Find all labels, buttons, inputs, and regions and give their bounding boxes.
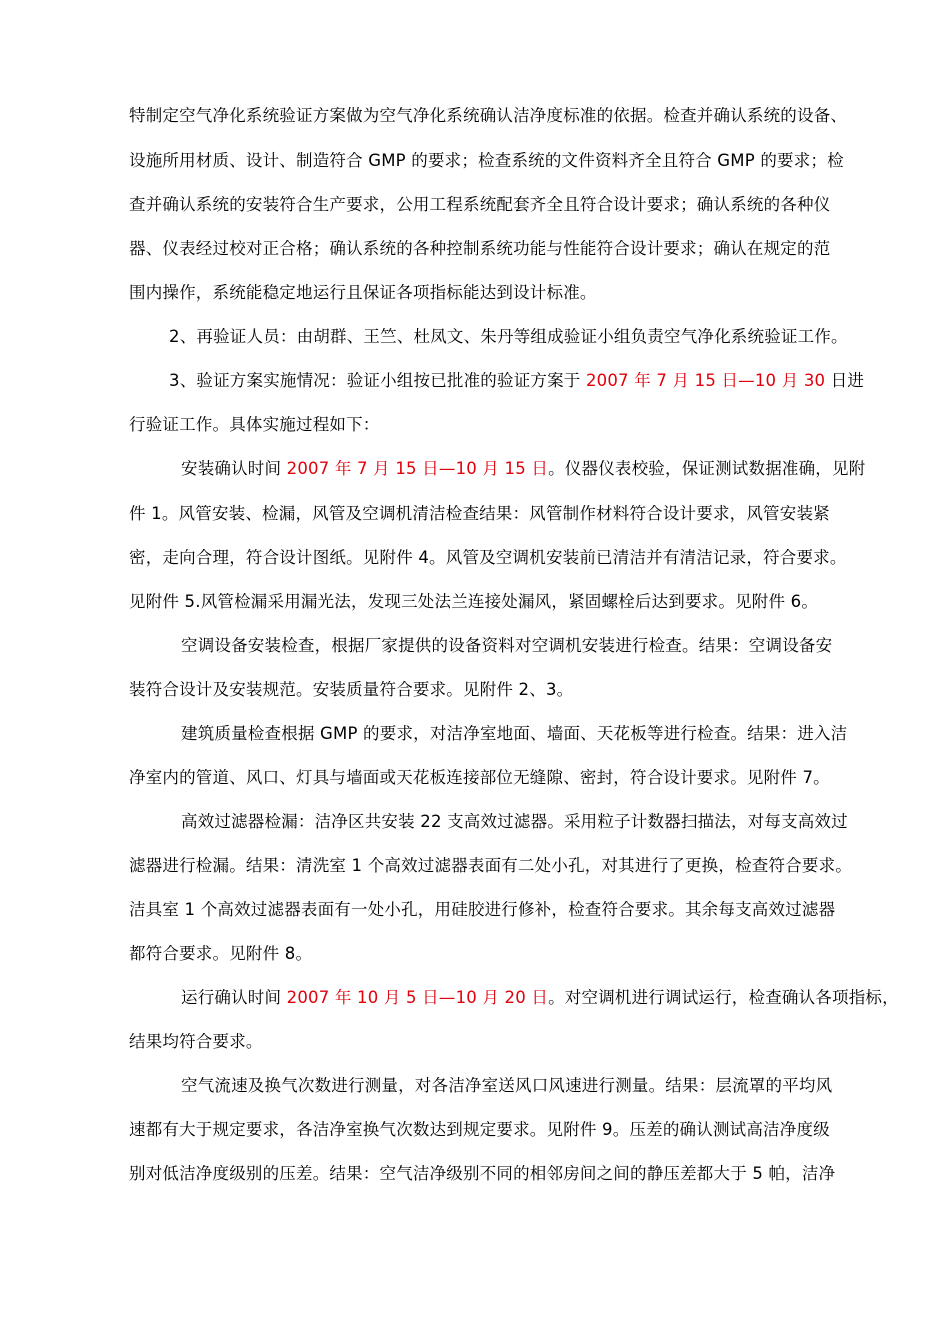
text-line <box>129 678 573 702</box>
text-line <box>181 457 865 481</box>
text-line <box>129 766 830 790</box>
text-run: 。对空调机进行调试运行，检查确认各项指标， <box>548 988 899 1007</box>
text-line <box>129 149 844 173</box>
text-line <box>129 502 830 526</box>
text-line <box>181 634 832 658</box>
text-run: 都符合要求。见附件 8。 <box>129 944 313 963</box>
text-run: 空调设备安装检查，根据厂家提供的设备资料对空调机安装进行检查。结果：空调设备安 <box>181 636 833 655</box>
text-run: 器、仪表经过校对正合格；确认系统的各种控制系统功能与性能符合设计要求；确认在规定的范 <box>129 239 831 258</box>
text-line <box>129 1030 263 1054</box>
text-line <box>181 810 848 834</box>
text-run: 建筑质量检查根据 GMP 的要求，对洁净室地面、墙面、天花板等进行检查。结果：进入洁 <box>181 724 848 743</box>
text-line <box>129 413 380 437</box>
text-run: 净室内的管道、风口、灯具与墙面或天花板连接部位无缝隙、密封，符合设计要求。见附件 7。 <box>129 768 830 787</box>
text-run: 高效过滤器检漏：洁净区共安装 22 支高效过滤器。采用粒子计数器扫描法，对每支高效过 <box>181 812 848 831</box>
text-run: 2、再验证人员：由胡群、王竺、杜凤文、朱丹等组成验证小组负责空气净化系统验证工作。 <box>169 327 848 346</box>
text-run: 日进 <box>825 371 865 390</box>
text-run: 结果均符合要求。 <box>129 1032 263 1051</box>
text-run: 速都有大于规定要求，各洁净室换气次数达到规定要求。见附件 9。压差的确认测试高洁净度级 <box>129 1120 830 1139</box>
text-run: 见附件 5.风管检漏采用漏光法，发现三处法兰连接处漏风，紧固螺栓后达到要求。见附件 6。 <box>129 592 819 611</box>
text-line <box>181 1074 832 1098</box>
text-run: 围内操作，系统能稳定地运行且保证各项指标能达到设计标准。 <box>129 283 597 302</box>
text-run: 设施所用材质、设计、制造符合 GMP 的要求；检查系统的文件资料齐全且符合 GMP 的要求；检 <box>129 151 844 170</box>
text-line <box>129 590 818 614</box>
text-run: 密，走向合理，符合设计图纸。见附件 4。风管及空调机安装前已清洁并有清洁记录，符合要求。 <box>129 548 847 567</box>
text-line <box>129 546 847 570</box>
text-run: 滤器进行检漏。结果：清洗室 1 个高效过滤器表面有二处小孔，对其进行了更换，检查符合要求。 <box>129 856 852 875</box>
text-line <box>129 281 597 305</box>
text-run: 查并确认系统的安装符合生产要求，公用工程系统配套齐全且符合设计要求；确认系统的各种仪 <box>129 195 831 214</box>
text-line <box>129 898 835 922</box>
text-line <box>129 104 847 128</box>
text-line <box>129 854 852 878</box>
text-run: 件 1。风管安装、检漏，风管及空调机清洁检查结果：风管制作材料符合设计要求，风管安装紧 <box>129 504 830 523</box>
text-run: 行验证工作。具体实施过程如下： <box>129 415 380 434</box>
highlighted-date: 2007 年 10 月 5 日—10 月 20 日 <box>286 988 549 1007</box>
highlighted-date: 2007 年 7 月 15 日—10 月 30 <box>585 371 826 390</box>
text-run: 。仪器仪表校验，保证测试数据准确，见附 <box>548 459 866 478</box>
text-line <box>129 237 830 261</box>
highlighted-date: 2007 年 7 月 15 日—10 月 15 日 <box>286 459 549 478</box>
text-line <box>129 1162 835 1186</box>
text-run: 装符合设计及安装规范。安装质量符合要求。见附件 2、3。 <box>129 680 574 699</box>
text-run: 3、验证方案实施情况：验证小组按已批准的验证方案于 <box>169 371 586 390</box>
text-run: 运行确认时间 <box>181 988 287 1007</box>
text-line <box>169 325 848 349</box>
text-line <box>181 722 847 746</box>
text-line <box>181 986 899 1010</box>
text-run: 空气流速及换气次数进行测量，对各洁净室送风口风速进行测量。结果：层流罩的平均风 <box>181 1076 833 1095</box>
text-line <box>129 193 830 217</box>
text-line <box>129 1118 830 1142</box>
text-run: 特制定空气净化系统验证方案做为空气净化系统确认洁净度标准的依据。检查并确认系统的设备、 <box>129 106 848 125</box>
text-run: 别对低洁净度级别的压差。结果：空气洁净级别不同的相邻房间之间的静压差都大于 5 帕，洁净 <box>129 1164 836 1183</box>
text-run: 洁具室 1 个高效过滤器表面有一处小孔，用硅胶进行修补，检查符合要求。其余每支高效过滤器 <box>129 900 836 919</box>
text-line <box>129 942 312 966</box>
text-run: 安装确认时间 <box>181 459 287 478</box>
text-line <box>169 369 864 393</box>
